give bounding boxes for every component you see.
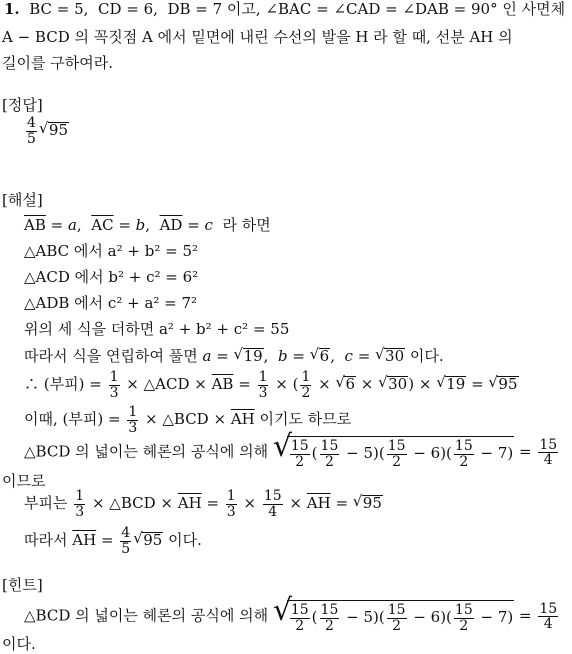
solution-line-4: △ADB 에서 c² + a² = 7² bbox=[24, 294, 198, 312]
solution-l1-text: 라 하면 bbox=[222, 216, 271, 234]
solution-l9-prefix: △BCD 의 넓이는 헤론의 공식에 의해 bbox=[24, 442, 269, 461]
problem-line-3: 길이를 구하여라. bbox=[2, 54, 113, 72]
answer-heading: [정답] bbox=[2, 96, 43, 114]
hint-prefix: △BCD 의 넓이는 헤론의 공식에 의해 bbox=[24, 606, 269, 625]
solution-l6-suffix: 이다. bbox=[409, 347, 444, 365]
problem-condition: 이고, ∠BAC = ∠CAD = ∠DAB = 90° 인 사면체 bbox=[226, 0, 566, 18]
solution-line-3: △ACD 에서 b² + c² = 6² bbox=[24, 268, 199, 286]
solution-l11-suffix: 이다. bbox=[168, 531, 202, 550]
solution-line-5: 위의 세 식을 더하면 a² + b² + c² = 55 bbox=[24, 320, 290, 338]
solution-line-9: △BCD 의 넓이는 헤론의 공식에 의해 √ $\frac{15}{2}$ ( $\frac{15}{2}$ − 5)( $\frac{15}{2}$ − 6)( $\frac{15}{2}$ − 7) = $\frac{15}{4}$ bbox=[24, 429, 558, 470]
solution-line-2: △ABC 에서 a² + b² = 5² bbox=[24, 242, 198, 260]
given-lengths: $\overline{BC} = 5$, $\overline{CD} = 6$, $\overline{DB} = 7$ bbox=[29, 0, 227, 18]
solution-l6-prefix: 따라서 식을 연립하여 풀면 bbox=[24, 347, 198, 365]
hint-line-1: △BCD 의 넓이는 헤론의 공식에 의해 √ $\frac{15}{2}$ ( $\frac{15}{2}$ − 5)( $\frac{15}{2}$ − 6)( $\frac{15}{2}$ − 7) = $\frac{15}{4}$ bbox=[24, 593, 558, 634]
solution-line-1: $\overline{AB} = a$, $\overline{AC} = b$, $\overline{AD} = c$ 라 하면 bbox=[24, 216, 271, 234]
solution-l7-prefix: ∴ (부피) = bbox=[24, 375, 102, 394]
solution-line-10: 부피는 $\frac{1}{3}$ × △BCD × $\overline{AH}$ = $\frac{1}{3}$ × $\frac{15}{4}$ × $\overline{AH}$ = √ 95 bbox=[24, 488, 382, 520]
answer-value: $\frac{4}{5}$ √ 95 bbox=[27, 115, 69, 147]
hint-heading: [힌트] bbox=[2, 576, 43, 594]
solution-l10-prefix: 부피는 bbox=[24, 494, 68, 513]
problem-line-2: A − BCD 의 꼭짓점 A 에서 밑면에 내린 수선의 발을 H 라 할 때, 선분 AH 의 bbox=[2, 28, 513, 46]
solution-l8-suffix: 이기도 하므로 bbox=[259, 410, 352, 429]
hint-line-cont: 이다. bbox=[2, 635, 36, 653]
solution-line-11: 따라서 $\overline{AH}$ = $\frac{4}{5}$ √ 95 이다. bbox=[24, 525, 202, 557]
solution-line-6: 따라서 식을 연립하여 풀면 a = √ 19, b = √ 6, c = √ 30 이다. bbox=[24, 345, 444, 365]
solution-l11-prefix: 따라서 bbox=[24, 531, 68, 550]
problem-number: 1. bbox=[4, 0, 20, 18]
solution-heading: [해설] bbox=[2, 191, 43, 209]
solution-line-9-cont: 이므로 bbox=[2, 472, 46, 490]
problem-line-1 bbox=[4, 2, 565, 17]
solution-line-7: ∴ (부피) = $\frac{1}{3}$ × △ACD × $\overline{AB}$ = $\frac{1}{3}$ × ( $\frac{1}{2}$ × √ 6 × √ 30) × √ 19 = √ 95 bbox=[24, 369, 518, 401]
solution-l8-prefix: 이때, (부피) = bbox=[24, 410, 121, 429]
solution-line-8: 이때, (부피) = $\frac{1}{3}$ × △BCD × $\overline{AH}$ 이기도 하므로 bbox=[24, 404, 352, 436]
